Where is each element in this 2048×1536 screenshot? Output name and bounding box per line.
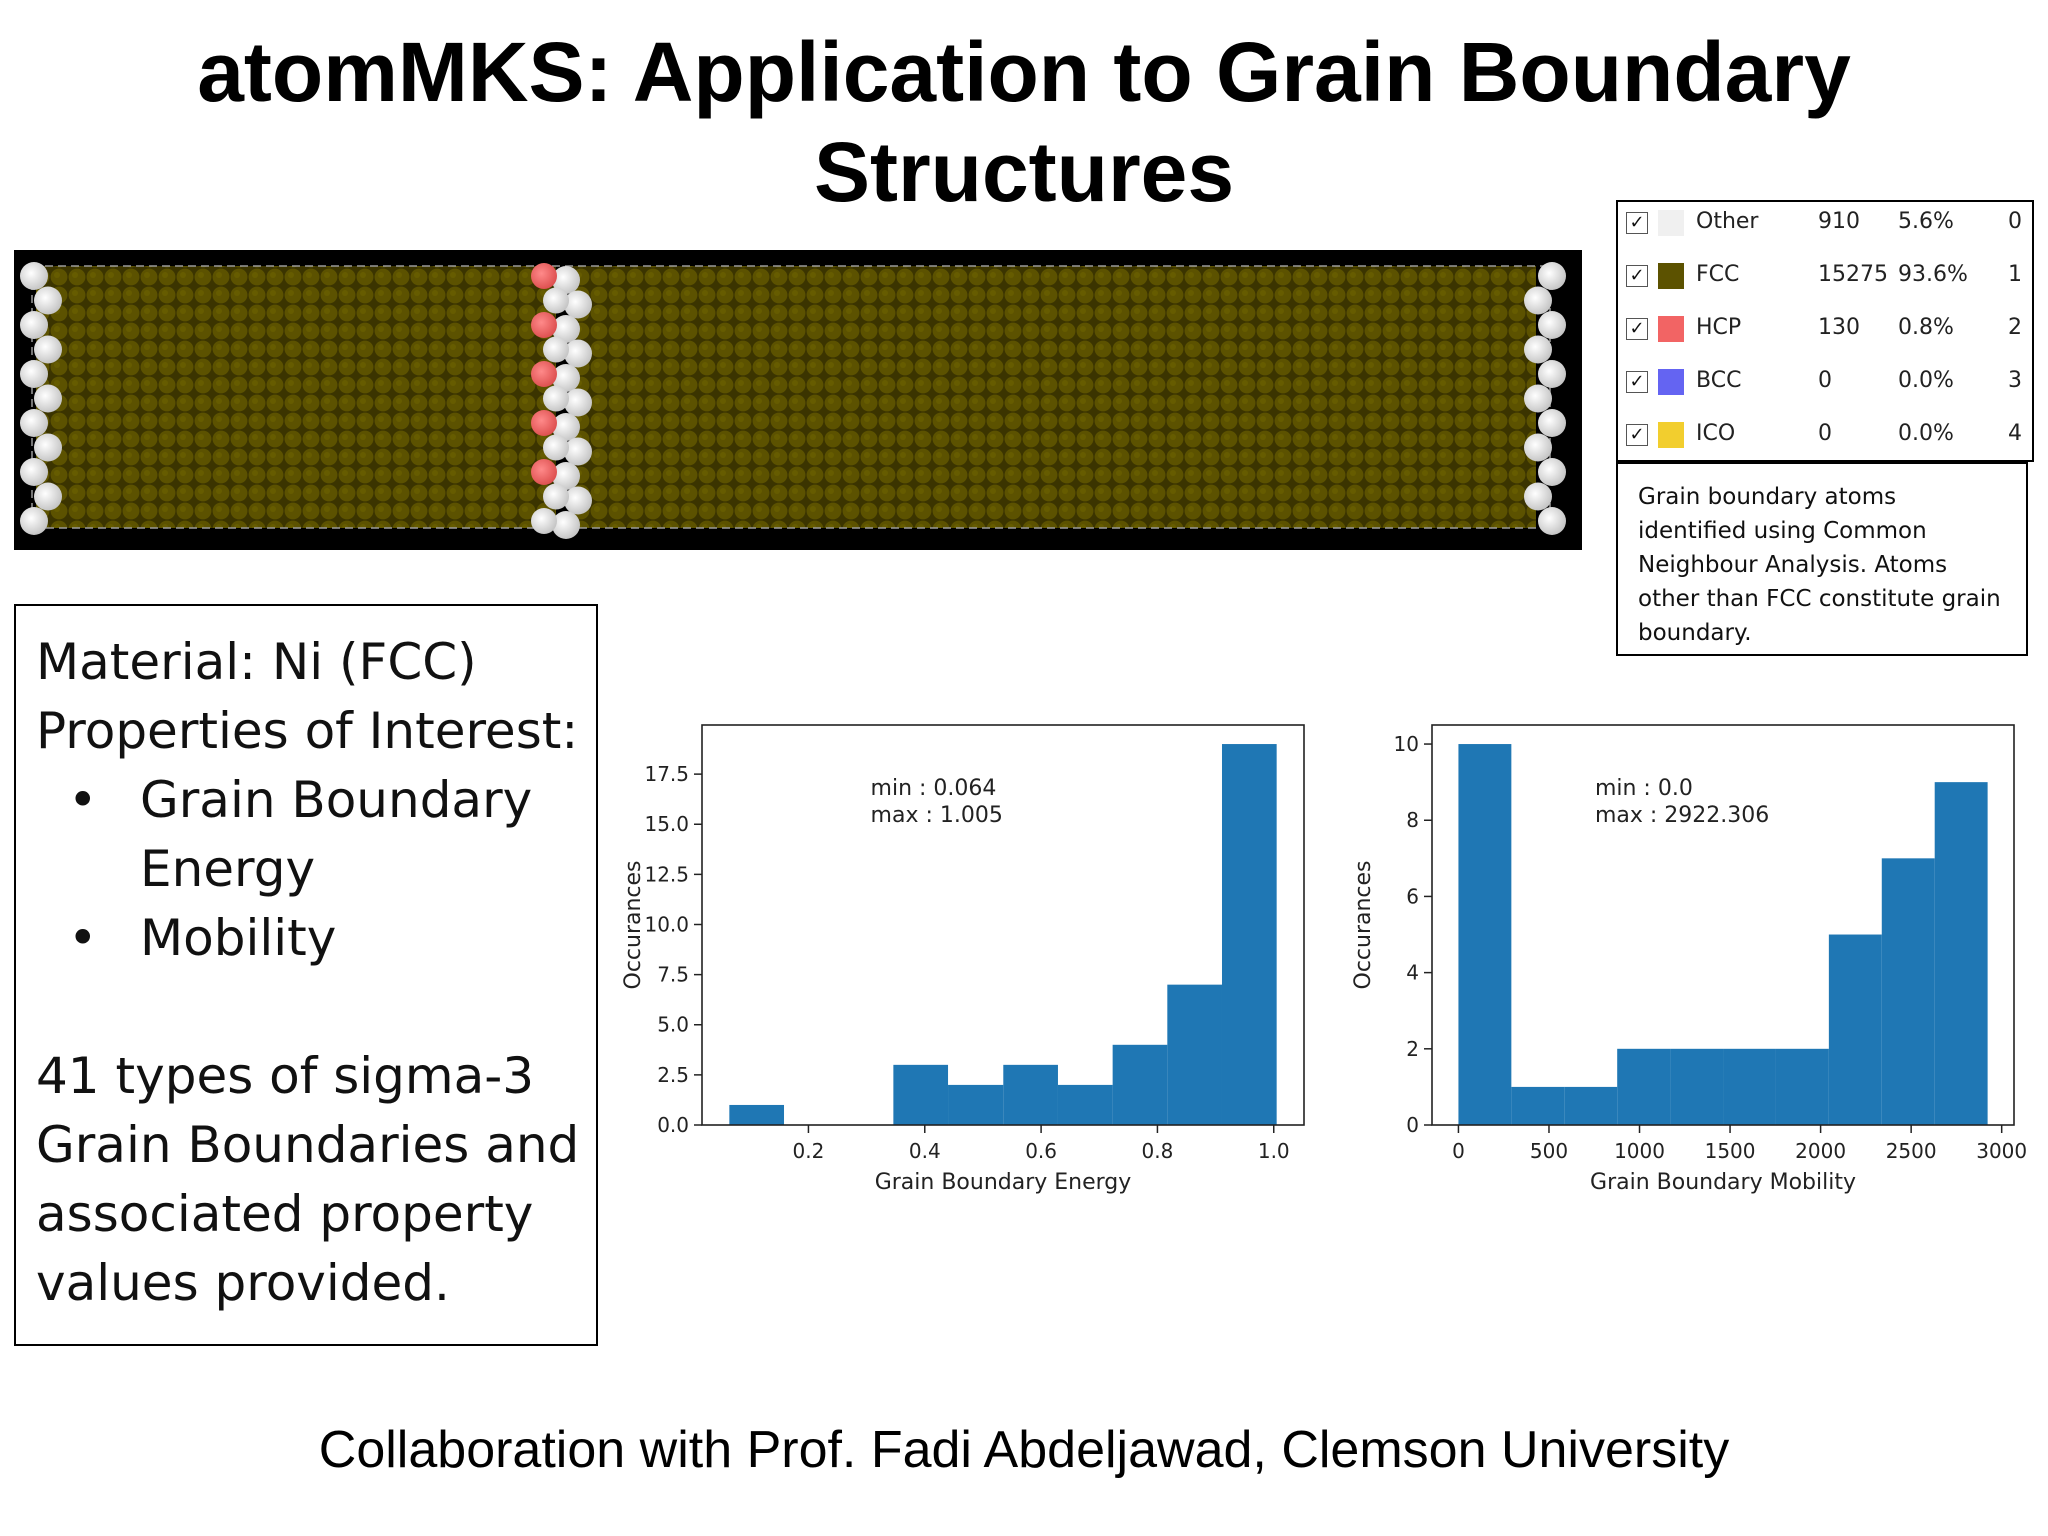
y-tick-label: 17.5 xyxy=(644,762,689,787)
energy-histogram xyxy=(610,710,1330,1200)
left-grain xyxy=(36,266,556,528)
legend-index: 3 xyxy=(2008,368,2022,393)
boundary-atom-right xyxy=(1524,336,1552,364)
legend-row-bcc[interactable] xyxy=(1618,363,2032,403)
boundary-atom-center xyxy=(543,337,569,363)
legend-percent: 0.0% xyxy=(1898,368,1954,393)
boundary-atom-left xyxy=(20,409,48,437)
y-tick-label: 10.0 xyxy=(644,912,689,937)
legend-name: Other xyxy=(1696,209,1759,234)
boundary-atom-left xyxy=(20,458,48,486)
histogram-bar xyxy=(1723,1049,1776,1125)
histogram-bar xyxy=(1617,1049,1670,1125)
histogram-bar xyxy=(1564,1087,1617,1125)
boundary-atom-left xyxy=(34,287,62,315)
x-tick-label: 0.4 xyxy=(908,1139,941,1163)
y-tick-label: 2.5 xyxy=(657,1062,689,1087)
material-line: Material: Ni (FCC) xyxy=(36,633,477,691)
legend-checkbox[interactable]: ✓ xyxy=(1626,318,1648,340)
stats-annotation: max : 1.005 xyxy=(870,803,1003,828)
boundary-atom-center xyxy=(531,361,557,387)
x-tick-label: 2500 xyxy=(1885,1139,1937,1163)
histogram-bar xyxy=(1511,1087,1564,1125)
x-tick-label: 0.6 xyxy=(1025,1139,1058,1163)
histogram-bar xyxy=(1670,1049,1723,1125)
property-item-energy: • Grain Boundary Energy xyxy=(36,766,596,904)
boundary-atom-center xyxy=(531,508,557,534)
histogram-bar xyxy=(1882,858,1935,1125)
y-tick-label: 8 xyxy=(1406,808,1419,833)
y-tick-label: 4 xyxy=(1406,960,1419,985)
legend-index: 1 xyxy=(2008,262,2022,287)
y-tick-label: 0.0 xyxy=(657,1113,689,1137)
histogram-bar xyxy=(893,1065,948,1125)
histogram-bar xyxy=(1113,1045,1168,1125)
boundary-atom-left xyxy=(20,262,48,290)
histogram-bar xyxy=(1935,782,1988,1125)
legend-checkbox[interactable]: ✓ xyxy=(1626,371,1648,393)
slide-title: atomMKS: Application to Grain Boundary Structures xyxy=(197,25,1851,219)
right-grain xyxy=(570,266,1536,528)
boundary-atom-center xyxy=(531,410,557,436)
legend-row-other[interactable] xyxy=(1618,204,2032,244)
x-tick-label: 3000 xyxy=(1976,1139,2028,1163)
legend-index: 0 xyxy=(2008,209,2022,234)
properties-list xyxy=(36,766,596,973)
boundary-atom-right xyxy=(1524,287,1552,315)
boundary-atom-center xyxy=(543,288,569,314)
boundary-atom-left xyxy=(20,507,48,535)
histogram-bar xyxy=(1003,1065,1058,1125)
legend-count: 130 xyxy=(1818,315,1860,340)
legend-index: 2 xyxy=(2008,315,2022,340)
legend-name: ICO xyxy=(1696,421,1736,446)
legend-swatch-fcc xyxy=(1658,263,1684,289)
legend-count: 15275 xyxy=(1818,262,1888,287)
structure-caption: Grain boundary atoms identified using Common Neighbour Analysis. Atoms other than FCC constitute grain boundary. xyxy=(1616,462,2028,656)
y-tick-label: 0 xyxy=(1406,1113,1419,1137)
boundary-atom-right xyxy=(1538,458,1566,486)
legend-name: BCC xyxy=(1696,368,1742,393)
x-tick-label: 2000 xyxy=(1795,1139,1847,1163)
material-panel xyxy=(14,604,598,1346)
boundary-atom-center xyxy=(543,484,569,510)
boundary-atom-right xyxy=(1524,385,1552,413)
histogram-bar xyxy=(1776,1049,1829,1125)
x-tick-label: 0 xyxy=(1452,1139,1465,1163)
boundary-atom-left xyxy=(34,434,62,462)
legend-percent: 5.6% xyxy=(1898,209,1954,234)
legend-count: 0 xyxy=(1818,421,1832,446)
legend-name: HCP xyxy=(1696,315,1742,340)
stats-annotation: min : 0.0 xyxy=(1594,776,1693,801)
legend-index: 4 xyxy=(2008,421,2022,446)
y-tick-label: 10 xyxy=(1393,732,1419,757)
legend-swatch-hcp xyxy=(1658,316,1684,342)
histogram-bar xyxy=(948,1085,1003,1125)
legend-swatch-bcc xyxy=(1658,369,1684,395)
legend-count: 0 xyxy=(1818,368,1832,393)
x-axis-label: Grain Boundary Mobility xyxy=(1590,1170,1856,1195)
mobility-histogram xyxy=(1340,710,2040,1200)
legend-swatch-ico xyxy=(1658,422,1684,448)
y-tick-label: 6 xyxy=(1406,884,1419,909)
legend-percent: 0.8% xyxy=(1898,315,1954,340)
summary-text: 41 types of sigma-3 Grain Boundaries and associated property values provided. xyxy=(36,1047,580,1312)
x-tick-label: 0.2 xyxy=(792,1139,825,1163)
y-tick-label: 2 xyxy=(1406,1036,1419,1061)
legend-percent: 93.6% xyxy=(1898,262,1968,287)
boundary-atom-left xyxy=(34,336,62,364)
legend-count: 910 xyxy=(1818,209,1860,234)
structure-type-legend xyxy=(1616,200,2034,462)
histogram-bar xyxy=(729,1105,784,1125)
legend-row-hcp[interactable] xyxy=(1618,310,2032,350)
boundary-atom-left xyxy=(34,385,62,413)
boundary-atom-left xyxy=(20,360,48,388)
boundary-atom-right xyxy=(1538,507,1566,535)
boundary-atom-center xyxy=(531,459,557,485)
properties-heading: Properties of Interest: xyxy=(36,702,579,760)
stats-annotation: min : 0.064 xyxy=(870,776,997,801)
legend-row-ico[interactable] xyxy=(1618,416,2032,456)
boundary-atom-center xyxy=(543,435,569,461)
boundary-atom-center xyxy=(531,312,557,338)
boundary-atom-center xyxy=(531,263,557,289)
x-tick-label: 1500 xyxy=(1704,1139,1756,1163)
spacer xyxy=(36,973,596,1042)
legend-row-fcc[interactable] xyxy=(1618,257,2032,297)
stats-annotation: max : 2922.306 xyxy=(1594,803,1770,828)
boundary-atom-right xyxy=(1538,360,1566,388)
legend-swatch-other xyxy=(1658,210,1684,236)
boundary-atom-right xyxy=(1524,434,1552,462)
boundary-atom-left xyxy=(34,483,62,511)
legend-name: FCC xyxy=(1696,262,1740,287)
footer-credit: Collaboration with Prof. Fadi Abdeljawad, Clemson University xyxy=(318,1421,1730,1479)
boundary-atom-right xyxy=(1524,483,1552,511)
boundary-atom-left xyxy=(20,311,48,339)
y-tick-label: 5.0 xyxy=(657,1012,689,1037)
histogram-bar xyxy=(1058,1085,1113,1125)
x-axis-label: Grain Boundary Energy xyxy=(874,1170,1132,1195)
y-axis-label: Occurances xyxy=(621,860,646,990)
legend-checkbox[interactable]: ✓ xyxy=(1626,212,1648,234)
x-tick-label: 1000 xyxy=(1614,1139,1665,1163)
legend-checkbox[interactable]: ✓ xyxy=(1626,265,1648,287)
boundary-atom-right xyxy=(1538,409,1566,437)
x-tick-label: 0.8 xyxy=(1141,1139,1174,1163)
boundary-atom-right xyxy=(1538,262,1566,290)
grain-boundary-structure-view xyxy=(14,250,1582,550)
property-item-mobility: • Mobility xyxy=(36,904,596,973)
y-axis-label: Occurances xyxy=(1351,860,1376,990)
legend-checkbox[interactable]: ✓ xyxy=(1626,424,1648,446)
y-tick-label: 15.0 xyxy=(644,812,689,837)
legend-percent: 0.0% xyxy=(1898,421,1954,446)
y-tick-label: 7.5 xyxy=(657,962,689,987)
x-tick-label: 1.0 xyxy=(1257,1139,1290,1163)
histogram-bar xyxy=(1222,744,1277,1125)
histogram-bar xyxy=(1829,935,1882,1125)
boundary-atom-right xyxy=(1538,311,1566,339)
y-tick-label: 12.5 xyxy=(644,862,689,887)
histogram-bar xyxy=(1458,744,1511,1125)
x-tick-label: 500 xyxy=(1529,1139,1569,1163)
histogram-bar xyxy=(1167,985,1222,1125)
boundary-atom-center xyxy=(543,386,569,412)
